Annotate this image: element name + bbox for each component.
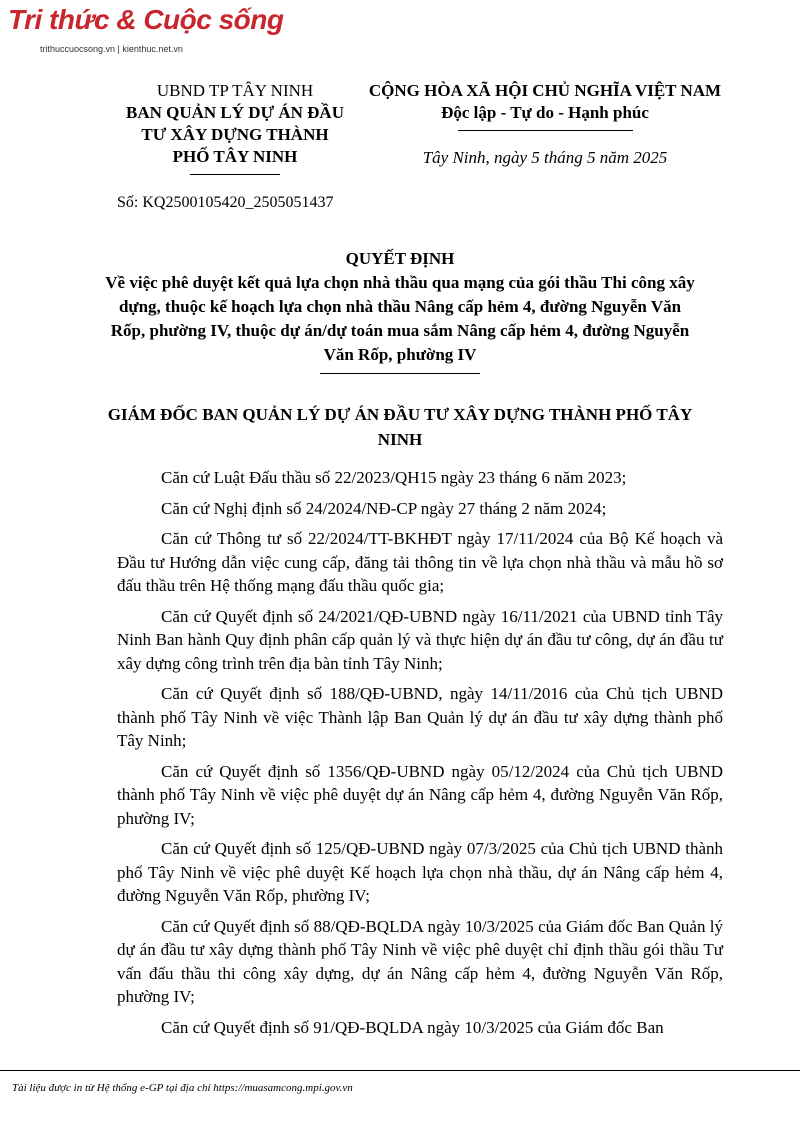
legal-basis-paragraph: Căn cứ Quyết định số 24/2021/QĐ-UBND ngày 16/11/2021 của UBND tỉnh Tây Ninh Ban hành Quy định phân cấp quản lý và thực hiện dự án đầu tư công, dự án đầu tư xây dựng công trình trên địa bàn tỉnh Tây Ninh;: [117, 606, 723, 673]
agency-name-line-1: BAN QUẢN LÝ DỰ ÁN ĐẦU: [125, 103, 344, 122]
site-logo[interactable]: [8, 4, 284, 64]
document-number: Số: KQ2500105420_2505051437: [117, 194, 334, 211]
legal-basis-paragraph: Căn cứ Quyết định số 88/QĐ-BQLDA ngày 10/3/2025 của Giám đốc Ban Quản lý dự án đầu tư xây dựng thành phố Tây Ninh về việc phê duyệt chỉ định thầu gói thầu Tư vấn đấu thầu thi công xây dựng, dự án Nâng cấp hẻm 4, đường Nguyễn Văn Rốp, phường IV;: [117, 916, 723, 1006]
national-motto: Độc lập - Tự do - Hạnh phúc: [441, 103, 649, 122]
footer-divider: [0, 1070, 800, 1071]
legal-basis-paragraph: Căn cứ Luật Đấu thầu số 22/2023/QH15 ngày 23 tháng 6 năm 2023;: [161, 468, 627, 487]
agency-divider: [190, 174, 280, 175]
legal-basis-section: [117, 466, 723, 1046]
decision-heading: QUYẾT ĐỊNH: [345, 249, 455, 268]
logo-tagline: trithuccuocsong.vn | kienthuc.net.vn: [40, 44, 183, 54]
decision-title-block: [100, 247, 700, 374]
issuing-agency: [110, 80, 360, 175]
national-header: [355, 80, 735, 169]
decision-subject: Về việc phê duyệt kết quả lựa chọn nhà thầu qua mạng của gói thầu Thi công xây dựng, thuộc kế hoạch lựa chọn nhà thầu Nâng cấp hẻm 4, đường Nguyễn Văn Rốp, phường IV, thuộc dự án/dự toán mua sắm Nâng cấp hẻm 4, đường Nguyễn Văn Rốp, phường IV: [105, 273, 695, 364]
agency-name-line-2: TƯ XÂY DỰNG THÀNH: [141, 125, 329, 144]
agency-parent: UBND TP TÂY NINH: [156, 81, 314, 100]
legal-basis-paragraph: Căn cứ Quyết định số 91/QĐ-BQLDA ngày 10/3/2025 của Giám đốc Ban: [161, 1017, 664, 1037]
logo-wordmark: Tri thức & Cuộc sống: [8, 4, 284, 35]
legal-basis-paragraph: Căn cứ Thông tư số 22/2024/TT-BKHĐT ngày 17/11/2024 của Bộ Kế hoạch và Đầu tư Hướng dẫn việc cung cấp, đăng tải thông tin về lựa chọn nhà thầu và mẫu hồ sơ đấu thầu trên Hệ thống mạng đấu thầu quốc gia;: [117, 529, 723, 595]
title-divider: [320, 373, 480, 374]
agency-name-line-3: PHỐ TÂY NINH: [172, 147, 298, 166]
legal-basis-paragraph: Căn cứ Nghị định số 24/2024/NĐ-CP ngày 27 tháng 2 năm 2024;: [161, 498, 607, 518]
issuing-authority: GIÁM ĐỐC BAN QUẢN LÝ DỰ ÁN ĐẦU TƯ XÂY DỰNG THÀNH PHỐ TÂY NINH: [107, 405, 693, 449]
issue-date: Tây Ninh, ngày 5 tháng 5 năm 2025: [422, 148, 668, 167]
country-name: CỘNG HÒA XÃ HỘI CHỦ NGHĨA VIỆT NAM: [368, 81, 722, 100]
legal-basis-paragraph: Căn cứ Quyết định số 188/QĐ-UBND, ngày 14/11/2016 của Chủ tịch UBND thành phố Tây Ninh về việc Thành lập Ban Quản lý dự án đầu tư xây dựng thành phố Tây Ninh;: [117, 684, 723, 750]
print-source-note: Tài liệu được in từ Hệ thống e-GP tại địa chỉ https://muasamcong.mpi.gov.vn: [12, 1082, 353, 1094]
legal-basis-paragraph: Căn cứ Quyết định số 1356/QĐ-UBND ngày 05/12/2024 của Chủ tịch UBND thành phố Tây Ninh về việc phê duyệt dự án Nâng cấp hẻm 4, đường Nguyễn Văn Rốp, phường IV;: [117, 761, 723, 828]
motto-divider: [458, 130, 633, 131]
legal-basis-paragraph: Căn cứ Quyết định số 125/QĐ-UBND ngày 07/3/2025 của Chủ tịch UBND thành phố Tây Ninh về việc phê duyệt Kế hoạch lựa chọn nhà thầu, dự án Nâng cấp hẻm 4, đường Nguyễn Văn Rốp, phường IV;: [117, 839, 723, 905]
